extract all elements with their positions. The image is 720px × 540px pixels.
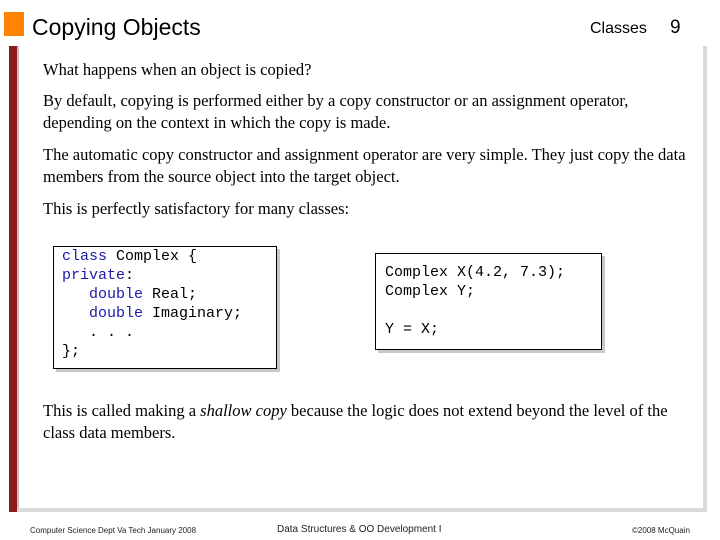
page-number: 9: [670, 17, 681, 38]
code-keyword: class: [62, 248, 108, 265]
code-text: Complex {: [107, 248, 198, 265]
code-line: [54, 304, 276, 323]
title-accent-square: [4, 12, 24, 36]
code-line: Y = X;: [385, 321, 440, 338]
assignment-code-box: [375, 253, 602, 350]
code-keyword: private: [62, 267, 126, 284]
paragraph-shallow-copy: [43, 400, 693, 444]
code-line: [54, 247, 276, 266]
code-indent: [62, 305, 89, 322]
paragraph-automatic-copy: The automatic copy constructor and assignment operator are very simple. They just copy the data members from the source object into the target object.: [43, 145, 686, 186]
right-frame-shadow: [703, 46, 707, 512]
slide-title: Copying Objects: [32, 14, 201, 40]
code-keyword: double: [89, 286, 144, 303]
footer-course-info: Computer Science Dept Va Tech January 2008: [30, 526, 197, 535]
section-label: Classes: [590, 20, 647, 37]
shallow-copy-text: This is called making a: [43, 401, 201, 420]
paragraph-question: What happens when an object is copied?: [43, 60, 312, 79]
code-line: [54, 285, 276, 304]
shallow-copy-text: because the logic does not extend beyond the level of the class data members.: [43, 401, 668, 442]
class-definition-code-box: [53, 246, 277, 369]
bottom-frame-shadow: [17, 508, 707, 512]
code-text: :: [125, 267, 135, 284]
code-line: };: [62, 343, 81, 360]
code-line: . . .: [62, 324, 135, 341]
code-line: Complex Y;: [385, 283, 476, 300]
footer-course-title: Data Structures & OO Development I: [277, 524, 442, 535]
code-indent: [62, 286, 89, 303]
code-line: [376, 301, 601, 320]
code-line: Complex X(4.2, 7.3);: [385, 264, 566, 281]
footer-copyright: ©2008 McQuain: [632, 526, 690, 535]
code-line: [54, 266, 276, 285]
left-accent-bar: [9, 46, 17, 512]
paragraph-satisfactory: This is perfectly satisfactory for many classes:: [43, 199, 350, 218]
code-keyword: double: [89, 305, 144, 322]
left-bar-shadow: [17, 46, 19, 512]
paragraph-default-copy: By default, copying is performed either by a copy constructor or an assignment operator, depending on the context in which the copy is made.: [43, 91, 629, 132]
shallow-copy-term: shallow copy: [200, 401, 287, 420]
code-text: Imaginary;: [143, 305, 243, 322]
code-text: Real;: [143, 286, 198, 303]
